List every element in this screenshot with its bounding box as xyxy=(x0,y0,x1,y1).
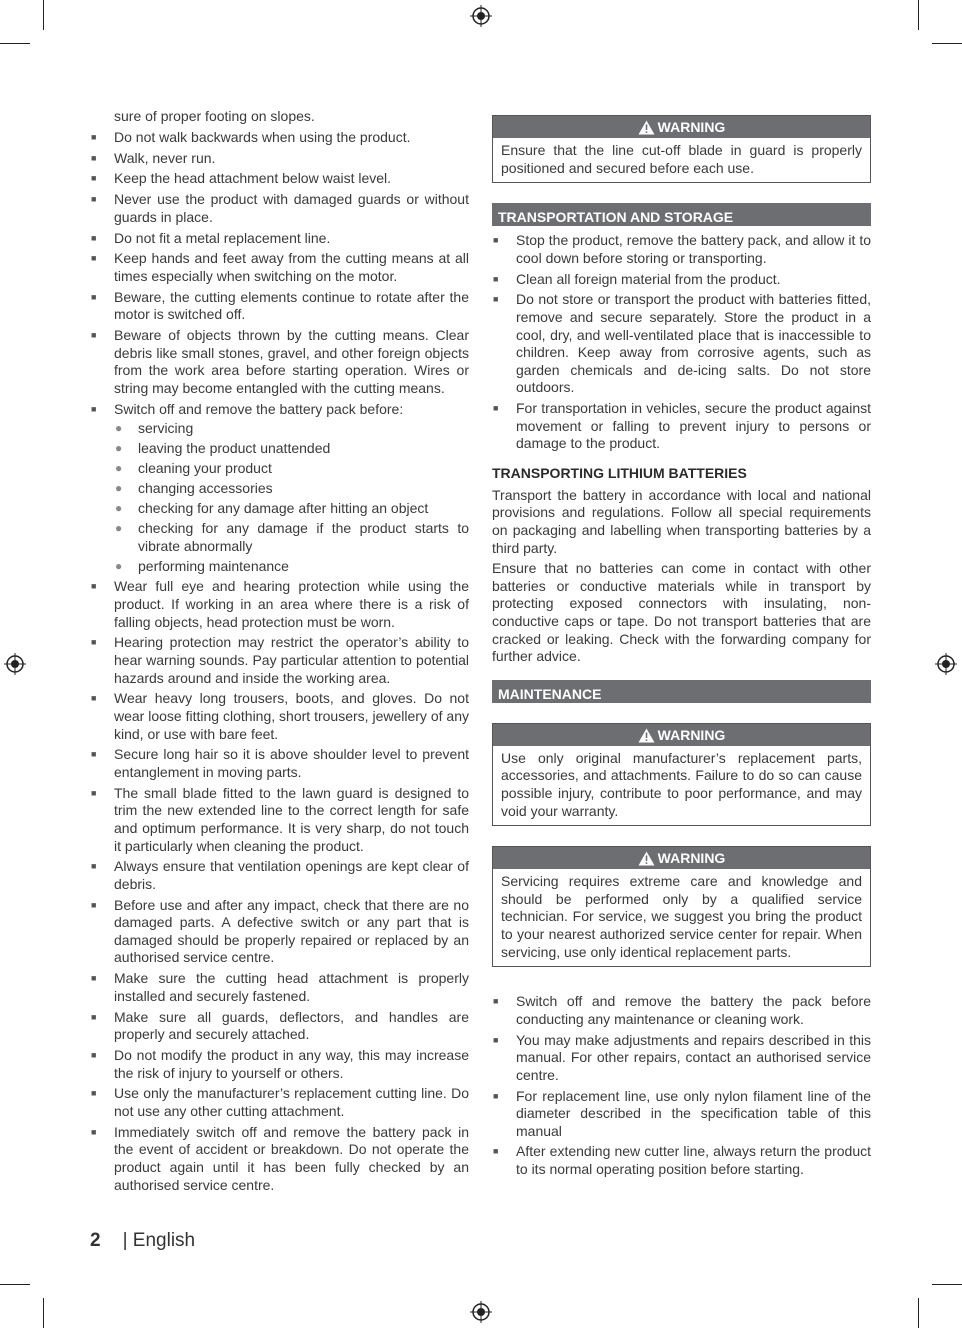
dot-bullet-icon: ● xyxy=(115,481,123,496)
transport-list xyxy=(492,232,871,453)
sub-list-item: ● leaving the product unattended xyxy=(115,440,331,457)
list-item: ■ Before use and after any impact, check that there are no damaged parts. A defective switch or any part that is damaged should be properly repaired or replaced by an authorised service centre. xyxy=(91,896,469,966)
list-item: ■ Make sure the cutting head attachment is properly installed and securely fastened. xyxy=(91,970,469,1004)
square-bullet-icon: ■ xyxy=(91,232,97,243)
sub-list-item: ● changing accessories xyxy=(115,480,273,497)
square-bullet-icon: ■ xyxy=(91,1126,97,1137)
list-item: ■ Beware of objects thrown by the cutting means. Clear debris like small stones, gravel, and other foreign objects from the work area before starting operation. Wires or string may become entangled with the cutting means. xyxy=(91,327,469,396)
list-item: ■ Beware, the cutting elements continue to rotate after the motor is switched off. xyxy=(91,288,469,323)
square-bullet-icon: ■ xyxy=(91,637,97,648)
list-item: ■ Hearing protection may restrict the operator’s ability to hear warning sounds. Pay particular attention to potential hazards around and inside the working area. xyxy=(91,634,469,686)
crop-mark xyxy=(932,43,962,44)
list-item: ■ Switch off and remove the battery pack before: ● servicing ● leaving the product unattended ● cleaning your product ● changing accessories ● checking for any damage after hitting an object ● checking for any damage if the product starts to vibrate abnormally ● performing maintenance xyxy=(91,400,469,574)
left-column xyxy=(90,108,469,1197)
square-bullet-icon: ■ xyxy=(493,996,499,1007)
page-footer xyxy=(90,1230,195,1252)
list-item: ■ Always ensure that ventilation openings are kept clear of debris. xyxy=(91,858,469,892)
square-bullet-icon: ■ xyxy=(91,291,97,302)
section-heading-maintenance: MAINTENANCE xyxy=(492,680,871,703)
list-item: ■ Make sure all guards, deflectors, and handles are properly and securely attached. xyxy=(91,1008,469,1043)
list-item: ■ For transportation in vehicles, secure the product against movement or falling to prevent injury to persons or damage to the product. xyxy=(493,400,871,452)
list-item: ■ The small blade fitted to the lawn guard is designed to trim the new extended line to the correct length for safe and optimum performance. It is very sharp, do not touch it particularly when cleaning the product. xyxy=(91,784,469,854)
dot-bullet-icon: ● xyxy=(115,421,123,436)
sub-list-item: ● servicing xyxy=(115,420,194,437)
registration-mark-icon xyxy=(4,653,26,675)
warning-header: WARNING xyxy=(493,116,870,138)
sub-list-item: ● checking for any damage after hitting an object xyxy=(115,500,429,517)
warning-header: WARNING xyxy=(493,847,870,869)
sub-list-item: ● checking for any damage if the product starts to vibrate abnormally xyxy=(115,520,469,554)
square-bullet-icon: ■ xyxy=(493,273,499,284)
list-item: ■ Do not fit a metal replacement line. xyxy=(91,229,331,246)
list-item: ■ Do not modify the product in any way, this may increase the risk of injury to yourself or others. xyxy=(91,1047,469,1081)
square-bullet-icon: ■ xyxy=(493,235,499,246)
paragraph: Ensure that no batteries can come in contact with other batteries or conductive materials while in transport by protecting exposed connectors with insulating, non-conductive caps or tape. Do not transport batteries that are cracked or leaking. Check with the forwarding company for further advice. xyxy=(492,560,871,665)
list-item: ■ After extending new cutter line, always return the product to its normal operating position before starting. xyxy=(493,1143,871,1178)
crop-mark xyxy=(918,0,919,30)
list-item: ■ Stop the product, remove the battery pack, and allow it to cool down before storing or transporting. xyxy=(493,232,871,266)
square-bullet-icon: ■ xyxy=(91,787,97,798)
dot-bullet-icon: ● xyxy=(115,441,123,456)
registration-mark-icon xyxy=(470,5,492,27)
dot-bullet-icon: ● xyxy=(115,461,123,476)
subheading-lithium-batteries: TRANSPORTING LITHIUM BATTERIES xyxy=(492,464,747,481)
warning-box xyxy=(492,115,871,183)
crop-mark xyxy=(43,0,44,30)
square-bullet-icon: ■ xyxy=(91,899,97,910)
paragraph: Transport the battery in accordance with local and national provisions and regulations. Follow all special requirements on packaging and labelling when transporting batteries by a third party. xyxy=(492,486,871,556)
list-item: ■ Switch off and remove the battery the pack before conducting any maintenance or cleaning work. xyxy=(493,993,871,1027)
safety-list xyxy=(90,108,469,1194)
crop-mark xyxy=(0,43,30,44)
registration-mark-icon xyxy=(935,653,957,675)
list-item: ■ Wear full eye and hearing protection while using the product. If working in an area where there is a risk of falling objects, head protection must be worn. xyxy=(91,578,469,630)
warning-triangle-icon xyxy=(638,851,655,866)
square-bullet-icon: ■ xyxy=(91,253,97,264)
list-item: ■ For replacement line, use only nylon filament line of the diameter described in the specification table of this manual xyxy=(493,1087,871,1139)
square-bullet-icon: ■ xyxy=(91,403,97,414)
page-number: 2 xyxy=(90,1230,101,1251)
square-bullet-icon: ■ xyxy=(91,1088,97,1099)
sub-list xyxy=(114,420,469,575)
dot-bullet-icon: ● xyxy=(115,558,123,573)
crop-mark xyxy=(0,1284,30,1285)
square-bullet-icon: ■ xyxy=(91,1050,97,1060)
warning-text: Ensure that the line cut-off blade in guard is properly positioned and secured before each use. xyxy=(501,142,862,176)
maintenance-list xyxy=(492,993,871,1179)
square-bullet-icon: ■ xyxy=(493,1090,499,1101)
square-bullet-icon: ■ xyxy=(91,973,97,984)
square-bullet-icon: ■ xyxy=(493,1034,499,1045)
square-bullet-icon: ■ xyxy=(91,581,97,592)
square-bullet-icon: ■ xyxy=(91,330,97,341)
warning-triangle-icon xyxy=(638,728,655,743)
square-bullet-icon: ■ xyxy=(91,194,97,205)
sub-list-item: ● cleaning your product xyxy=(115,460,272,477)
list-item: ■ Do not walk backwards when using the product. xyxy=(91,128,411,145)
square-bullet-icon: ■ xyxy=(493,1146,499,1157)
square-bullet-icon: ■ xyxy=(91,861,97,872)
footer-language: | English xyxy=(122,1230,196,1251)
square-bullet-icon: ■ xyxy=(91,152,97,163)
right-column xyxy=(492,115,871,1182)
crop-mark xyxy=(918,1298,919,1328)
list-item-continuation: sure of proper footing on slopes. xyxy=(114,108,315,124)
crop-mark xyxy=(43,1298,44,1328)
list-item: ■ Keep the head attachment below waist level. xyxy=(91,170,392,187)
square-bullet-icon: ■ xyxy=(493,403,499,414)
dot-bullet-icon: ● xyxy=(115,501,123,516)
sub-list-item: ● performing maintenance xyxy=(115,557,289,574)
crop-mark xyxy=(932,1284,962,1285)
square-bullet-icon: ■ xyxy=(91,1011,97,1022)
warning-text: Use only original manufacturer’s replacement parts, accessories, and attachments. Failure to do so can cause possible injury, contribute to poor performance, and may void your warranty. xyxy=(501,749,862,819)
registration-mark-icon xyxy=(470,1301,492,1323)
square-bullet-icon: ■ xyxy=(91,693,97,704)
section-heading-transportation: TRANSPORTATION AND STORAGE xyxy=(492,203,871,226)
list-item: ■ Secure long hair so it is above shoulder level to prevent entanglement in moving parts. xyxy=(91,746,469,780)
dot-bullet-icon: ● xyxy=(115,521,123,536)
list-item: ■ Keep hands and feet away from the cutting means at all times especially when switching on the motor. xyxy=(91,250,469,284)
list-item: ■ Use only the manufacturer’s replacement cutting line. Do not use any other cutting attachment. xyxy=(91,1085,469,1119)
list-item: ■ Never use the product with damaged guards or without guards in place. xyxy=(91,191,469,225)
warning-header: WARNING xyxy=(493,724,870,746)
list-item: ■ Immediately switch off and remove the battery pack in the event of accident or breakdown. Do not operate the product again until it has been fully checked by an authorised service centre. xyxy=(91,1123,469,1193)
list-item: ■ Clean all foreign material from the product. xyxy=(493,270,781,287)
list-item: ■ Do not store or transport the product with batteries fitted, remove and secure separately. Store the product in a cool, dry, and well-ventilated place that is inaccessible to children. Keep away from corrosive agents, such as garden chemicals and de-icing salts. Do not store outdoors. xyxy=(493,291,871,396)
warning-box xyxy=(492,846,871,967)
warning-box xyxy=(492,723,871,826)
list-item: ■ Wear heavy long trousers, boots, and gloves. Do not wear loose fitting clothing, short trousers, jewellery of any kind, or use with bare feet. xyxy=(91,690,469,742)
square-bullet-icon: ■ xyxy=(91,173,97,184)
list-item: ■ You may make adjustments and repairs described in this manual. For other repairs, contact an authorised service centre. xyxy=(493,1031,871,1083)
warning-triangle-icon xyxy=(638,120,655,135)
square-bullet-icon: ■ xyxy=(91,749,97,760)
warning-text: Servicing requires extreme care and knowledge and should be performed only by a qualified service technician. For service, we suggest you bring the product to your nearest authorized service center for repair. When servicing, use only identical replacement parts. xyxy=(501,873,862,960)
square-bullet-icon: ■ xyxy=(493,294,499,305)
list-item: ■ Walk, never run. xyxy=(91,149,216,166)
square-bullet-icon: ■ xyxy=(91,131,97,142)
